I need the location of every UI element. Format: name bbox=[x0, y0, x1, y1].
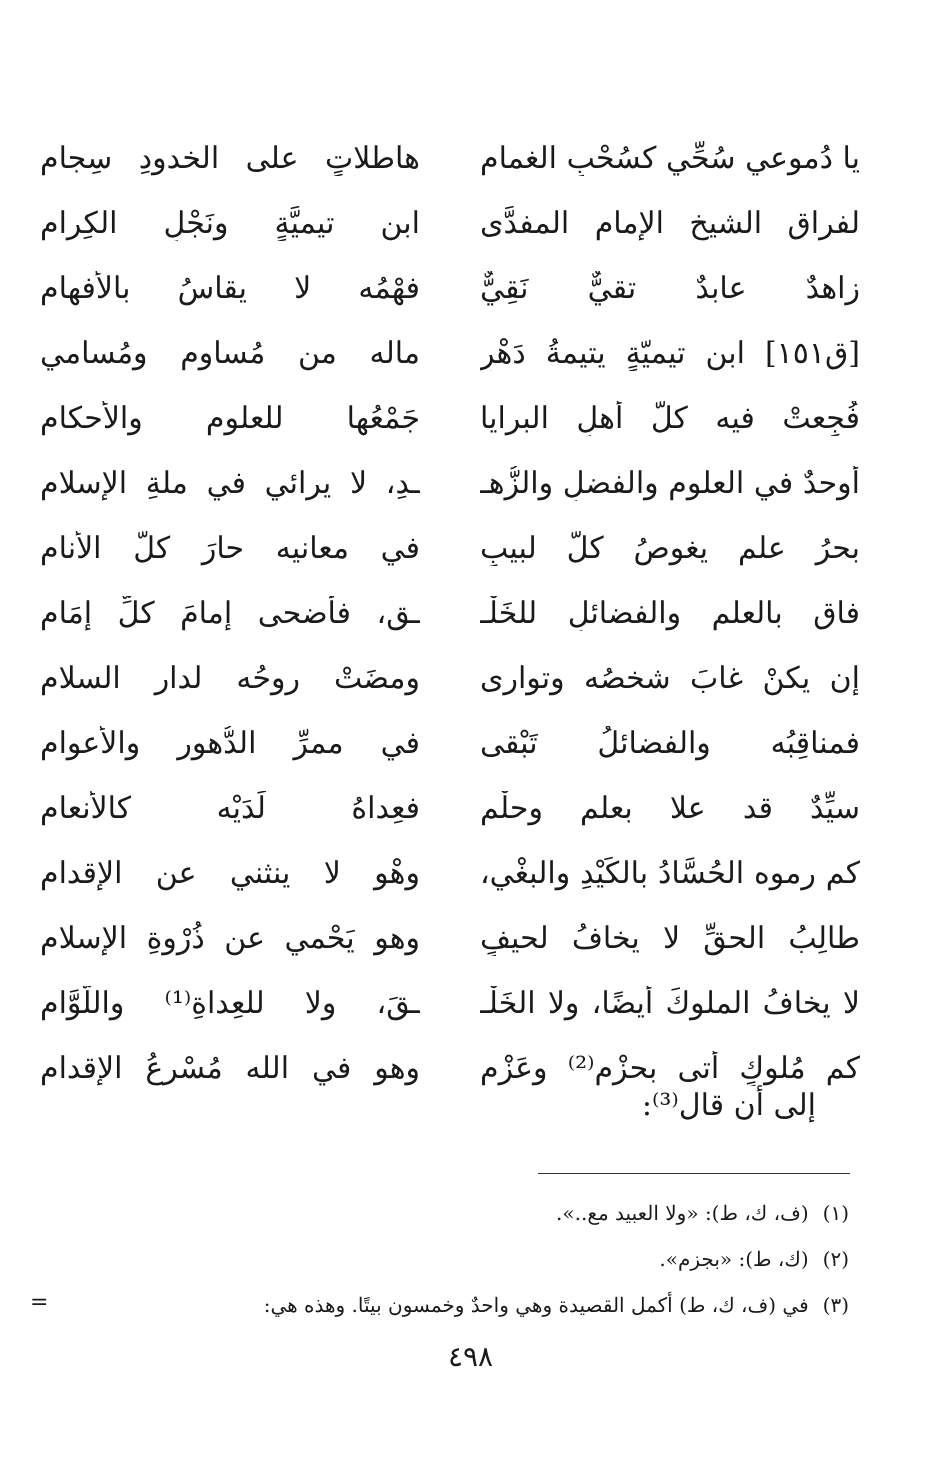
verse bbox=[40, 776, 860, 841]
verse-second-hemistich: ـقِ، فأضحى إمامَ كلِّ إمَامِ bbox=[40, 596, 420, 631]
poem bbox=[40, 126, 860, 1101]
verse bbox=[40, 646, 860, 711]
verse bbox=[40, 126, 860, 191]
verse bbox=[40, 711, 860, 776]
continuation-mark: = bbox=[30, 1290, 49, 1315]
verse bbox=[40, 516, 860, 581]
footnote-number: (٢) bbox=[822, 1247, 849, 1271]
verse-second-hemistich: وهو يَحْمي عن ذُرْوةِ الإسلامِ bbox=[40, 921, 420, 956]
verse-first-hemistich: كم رموه الحُسَّادُ بالكَيْدِ والبغْيِ، bbox=[480, 856, 860, 891]
verse-first-hemistich: زاهدٌ عابدٌ تقيٌّ نَقِيٌّ bbox=[480, 271, 860, 306]
verse bbox=[40, 906, 860, 971]
verse-second-hemistich: وهْو لا ينثني عنِ الإقدامِ bbox=[40, 856, 420, 891]
footnotes bbox=[49, 1190, 849, 1328]
verse bbox=[40, 191, 860, 256]
verse-second-hemistich: ومضَتْ روحُه لدارِ السلامِ bbox=[40, 661, 420, 696]
footnote-text: (ك، ط): «بجزم». bbox=[659, 1247, 809, 1271]
verse-second-hemistich: فهْمُه لا يقاسُ بالأفهامِ bbox=[40, 271, 420, 306]
verse-first-hemistich: لا يخافُ الملوكَ أيضًا، ولا الخَلْـ bbox=[480, 986, 860, 1021]
footnote-number: (١) bbox=[822, 1201, 849, 1225]
verse-first-hemistich: لفراقِ الشيخِ الإمامِ المفدَّى bbox=[480, 206, 860, 241]
verse-second-hemistich: ماله من مُساومٍ ومُسامي bbox=[40, 336, 420, 371]
footnote bbox=[49, 1282, 849, 1328]
verse bbox=[40, 321, 860, 386]
verse-second-hemistich: في ممرِّ الدُّهورِ والأعوامِ bbox=[40, 726, 420, 761]
verse-first-hemistich: فُجِعتْ فيه كلُّ أهلِ البرايا bbox=[480, 401, 860, 436]
verse-first-hemistich: سيِّدٌ قد علا بعلمٍ وحلْمٍ bbox=[480, 791, 860, 826]
footnote-separator bbox=[538, 1173, 850, 1174]
verse-second-hemistich: هاطلاتٍ على الخدودِ سِجامِ bbox=[40, 141, 420, 176]
verse-second-hemistich: ـدِ، لا يرائي في ملةِ الإسلامِ bbox=[40, 466, 420, 501]
footnote bbox=[49, 1190, 849, 1236]
verse-first-hemistich: يا دُموعي سُحِّي كسُحْبِ الغمامِ bbox=[480, 141, 860, 176]
footnote-text: في (ف، ك، ط) أكمل القصيدة وهي واحدٌ وخمسون بيتًا. وهذه هي: bbox=[263, 1293, 809, 1317]
verse bbox=[40, 386, 860, 451]
verse-first-hemistich: فاق بالعلمِ والفضائلِ للخَلْـ bbox=[480, 596, 860, 631]
verse bbox=[40, 256, 860, 321]
verse-second-hemistich: ـقَ، ولا للعِداةِ⁽¹⁾ واللُّوَّامِ bbox=[40, 986, 420, 1021]
verse-second-hemistich: وهو في الله مُسْرِعُ الإقدامِ bbox=[40, 1051, 420, 1086]
verse bbox=[40, 451, 860, 516]
verse bbox=[40, 581, 860, 646]
footnote-number: (٣) bbox=[822, 1293, 849, 1317]
footnote bbox=[49, 1236, 849, 1282]
verse-second-hemistich: ابنِ تيميَّةٍ ونَجْلِ الكِرامِ bbox=[40, 206, 420, 241]
footnote-text: (ف، ك، ط): «ولا العبيد مع..». bbox=[556, 1201, 809, 1225]
transition-line: إلى أن قال⁽³⁾: bbox=[641, 1088, 816, 1123]
verse bbox=[40, 971, 860, 1036]
verse-first-hemistich: إن يكنْ غابَ شخصُه وتوارى bbox=[480, 661, 860, 696]
verse-second-hemistich: في معانيه حارَ كلُّ الأنامِ bbox=[40, 531, 420, 566]
verse bbox=[40, 841, 860, 906]
verse-first-hemistich: [ق١٥١] ابنِ تيميّةٍ يتيمةُ دَهْرٍ bbox=[480, 336, 860, 371]
verse-second-hemistich: فعِداهُ لَدَيْه كالأنعامِ bbox=[40, 791, 420, 826]
verse-first-hemistich: طالِبُ الحقِّ لا يخافُ لحيفٍ bbox=[480, 921, 860, 956]
page-number: ٤٩٨ bbox=[447, 1340, 494, 1373]
verse-first-hemistich: بحرُ علمٍ يغوصُ كلُّ لبيبٍ bbox=[480, 531, 860, 566]
verse-second-hemistich: جَمْعُها للعلومِ والأحكامِ bbox=[40, 401, 420, 436]
verse-first-hemistich: كم مُلوكٍ أتى بحزْمٍ⁽²⁾ وعَزْمٍ bbox=[480, 1051, 860, 1086]
verse-first-hemistich: أوحدٌ في العلومِ والفضلِ والزُّهـ bbox=[480, 466, 860, 501]
verse-first-hemistich: فمناقِبُه والفضائلُ تَبْقى bbox=[480, 726, 860, 761]
